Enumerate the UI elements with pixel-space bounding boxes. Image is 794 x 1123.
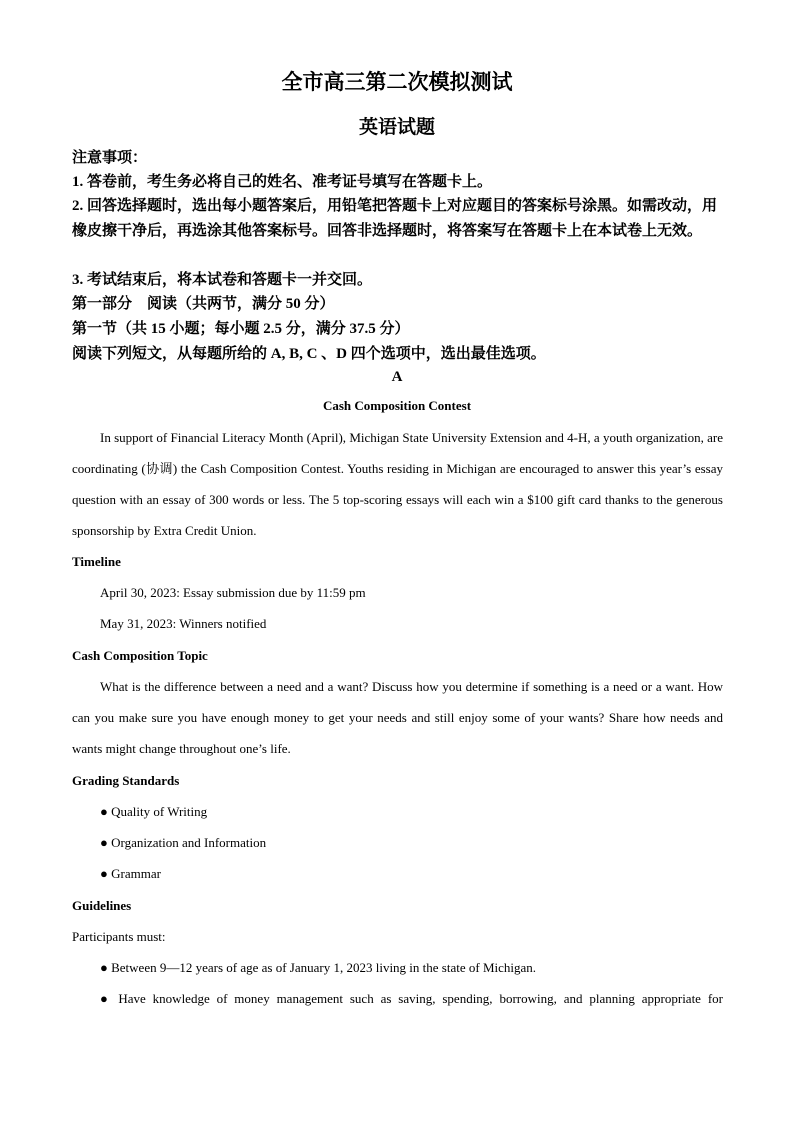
intro-paragraph: In support of Financial Literacy Month (April), Michigan State University Extension and 4-H, a youth organization, are coordinating (协调) the Cash Composition Contest. Youths residing in Michigan are encouraged to answer this year’s essay question with an essay of 300 words or less. The 5 top-scoring essays will each win a $100 gift card thanks to the generous sponsorship by Extra Credit Union. (72, 430, 723, 538)
section-heading: 第一节（共 15 小题；每小题 2.5 分，满分 37.5 分） (72, 321, 410, 337)
exam-subtitle: 英语试题 (358, 117, 435, 138)
guideline-item-2: ● Have knowledge of money management such as saving, spending, borrowing, and planning appropriate for (100, 991, 723, 1006)
grading-item-2: ● Organization and Information (100, 835, 267, 850)
exam-title: 全市高三第二次模拟测试 (281, 70, 513, 94)
note-item-1: 1. 答卷前，考生务必将自己的姓名、准考证号填写在答题卡上。 (72, 174, 493, 190)
grading-item-1: ● Quality of Writing (100, 804, 208, 819)
note-item-3: 3. 考试结束后，将本试卷和答题卡一并交回。 (72, 272, 373, 288)
notes-heading: 注意事项： (72, 150, 148, 166)
guideline-item-1: ● Between 9—12 years of age as of January 1, 2023 living in the state of Michigan. (100, 960, 537, 975)
guidelines-heading: Guidelines (72, 898, 132, 913)
grading-item-3: ● Grammar (100, 866, 161, 881)
passage-title: Cash Composition Contest (322, 398, 472, 413)
topic-paragraph: What is the difference between a need and a want? Discuss how you determine if something is a need or a want. How can you make sure you have enough money to get your needs and still enjoy some of your wants? Share how needs and wants might change throughout one’s life. (72, 679, 723, 756)
reading-instruction: 阅读下列短文，从每题所给的 A, B, C 、D 四个选项中，选出最佳选项。 (72, 346, 546, 362)
timeline-heading: Timeline (72, 554, 121, 569)
timeline-item-1: April 30, 2023: Essay submission due by 11:59 pm (100, 585, 366, 600)
timeline-item-2: May 31, 2023: Winners notified (100, 616, 267, 631)
guidelines-intro: Participants must: (72, 929, 166, 944)
passage-letter: A (391, 369, 403, 385)
topic-heading: Cash Composition Topic (72, 648, 208, 663)
part-heading: 第一部分 阅读（共两节，满分 50 分） (72, 296, 335, 312)
note-item-2: 2. 回答选择题时，选出每小题答案后，用铅笔把答题卡上对应题目的答案标号涂黑。如需改动，用橡皮擦干净后，再选涂其他答案标号。回答非选择题时，将答案写在答题卡上在本试卷上无效。 (72, 198, 718, 239)
grading-heading: Grading Standards (72, 773, 180, 788)
